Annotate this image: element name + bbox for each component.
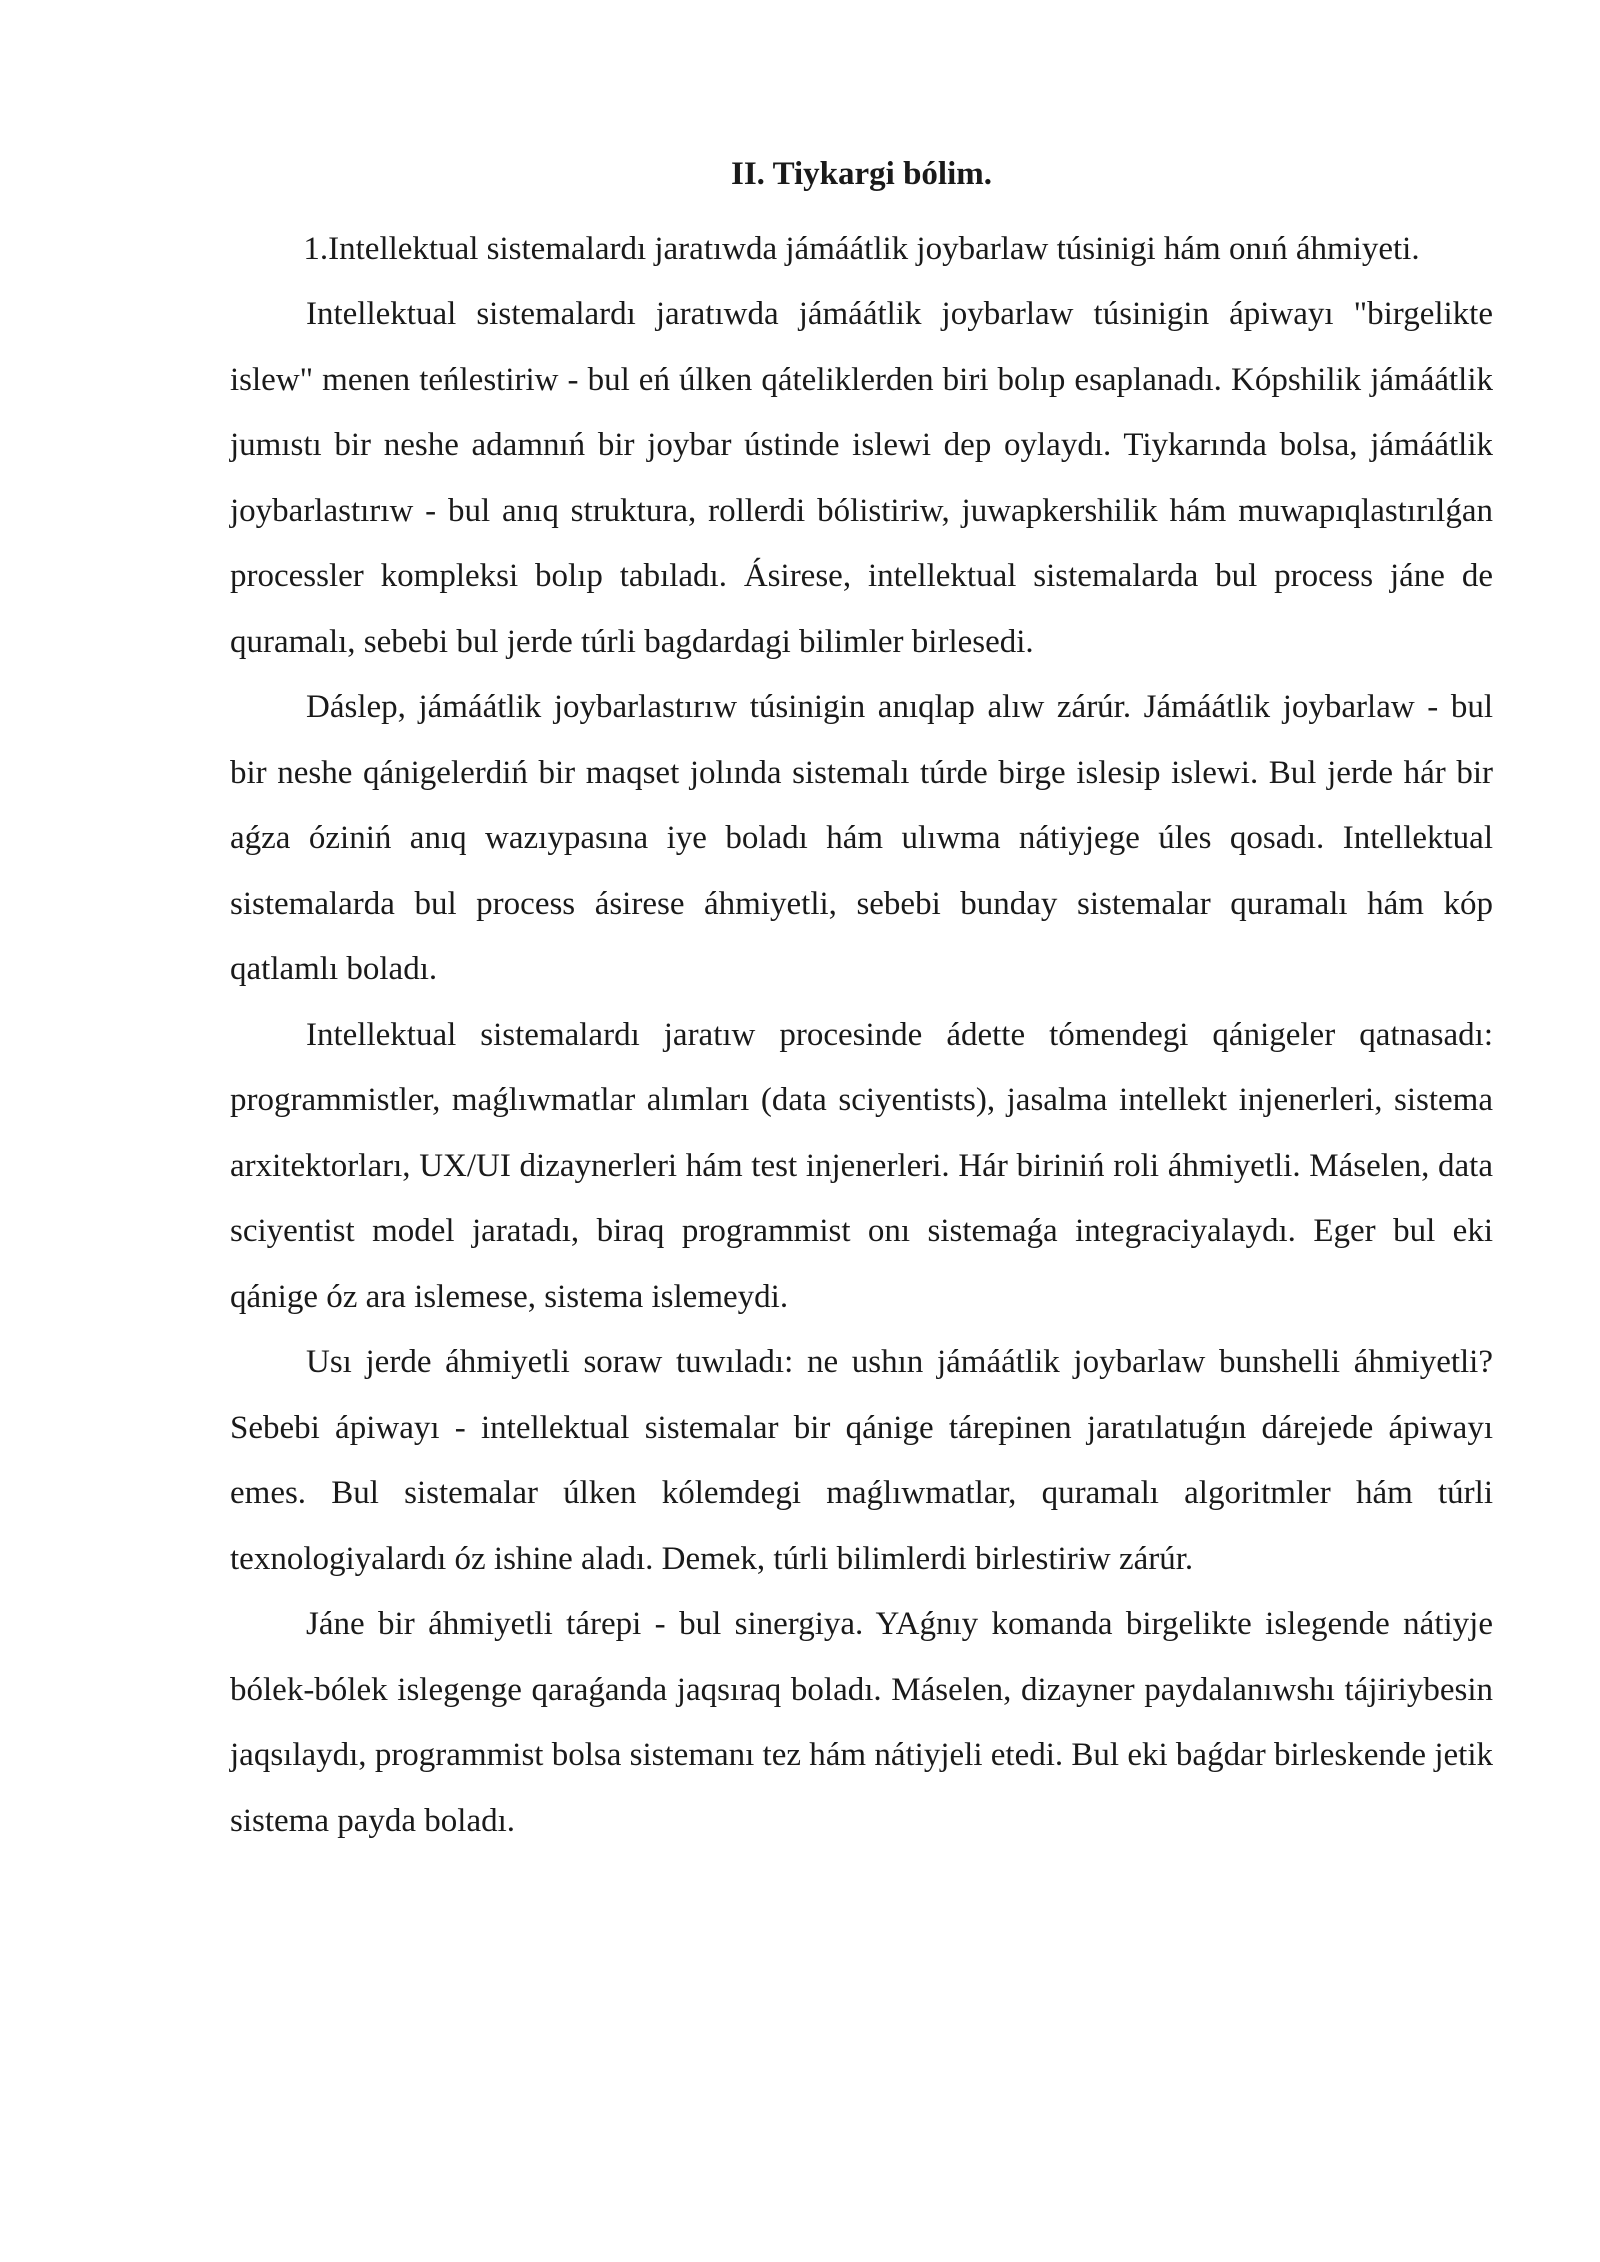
body-paragraph-1: Intellektual sistemalardı jaratıwda jámáátlik joybarlaw túsinigin ápiwayı "birgelikte islew" menen teńlestiriw - bul eń úlken qáteliklerden biri bolıp esaplanadı. Kópshilik jámáátlik jumıstı bir neshe adamnıń bir joybar ústinde islewi dep oylaydı. Tiykarında bolsa, jámáátlik joybarlastırıw - bul anıq struktura, rollerdi bólistiriw, juwapkershilik hám muwapıqlastırılǵan processler kompleksi bolıp tabıladı. Ásirese, intellektual sistemalarda bul process jáne de quramalı, sebebi bul jerde túrli bagdardagi bilimler birlesedi.: [230, 296, 1493, 660]
body-paragraph-4: Usı jerde áhmiyetli soraw tuwıladı: ne ushın jámáátlik joybarlaw bunshelli áhmiyetli? Sebebi ápiwayı - intellektual sistemalar bir qánige tárepinen jaratılatuǵın dárejede ápiwayı emes. Bul sistemalar úlken kólemdegi maǵlıwmatlar, quramalı algoritmler hám túrli texnologiyalardı óz ishine aladı. Demek, túrli bilimlerdi birlestiriw zárúr.: [230, 1344, 1493, 1577]
body-paragraph-2: Dáslep, jámáátlik joybarlastırıw túsinigin anıqlap alıw zárúr. Jámáátlik joybarlaw - bul bir neshe qánigelerdiń bir maqset jolında sistemalı túrde birge islesip islewi. Bul jerde hár bir aǵza óziniń anıq wazıypasına iye boladı hám ulıwma nátiyjege úles qosadı. Intellektual sistemalarda bul process ásirese áhmiyetli, sebebi bunday sistemalar quramalı hám kóp qatlamlı boladı.: [230, 689, 1493, 987]
document-page: [230, 152, 1493, 1854]
body-paragraph-3: Intellektual sistemalardı jaratıw procesinde ádette tómendegi qánigeler qatnasadı: programmistler, maǵlıwmatlar alımları (data sciyentists), jasalma intellekt injenerleri, sistema arxitektorları, UX/UI dizaynerleri hám test injenerleri. Hár biriniń roli áhmiyetli. Máselen, data sciyentist model jaratadı, biraq programmist onı sistemaǵa integraciyalaydı. Eger bul eki qánige óz ara islemese, sistema islemeydi.: [230, 1016, 1493, 1315]
body-paragraph-5: Jáne bir áhmiyetli tárepi - bul sinergiya. YAǵnıy komanda birgelikte islegende nátiyje bólek-bólek islegenge qaraǵanda jaqsıraq boladı. Máselen, dizayner paydalanıwshı tájiriybesin jaqsılaydı, programmist bolsa sistemanı tez hám nátiyjeli etedi. Bul eki baǵdar birleskende jetik sistema payda boladı.: [230, 1606, 1493, 1839]
subsection-title: 1.Intellektual sistemalardı jaratıwda jámáátlik joybarlaw túsinigi hám onıń áhmiyeti.: [303, 231, 1420, 267]
section-heading: II. Tiykargi bólim.: [730, 156, 993, 192]
